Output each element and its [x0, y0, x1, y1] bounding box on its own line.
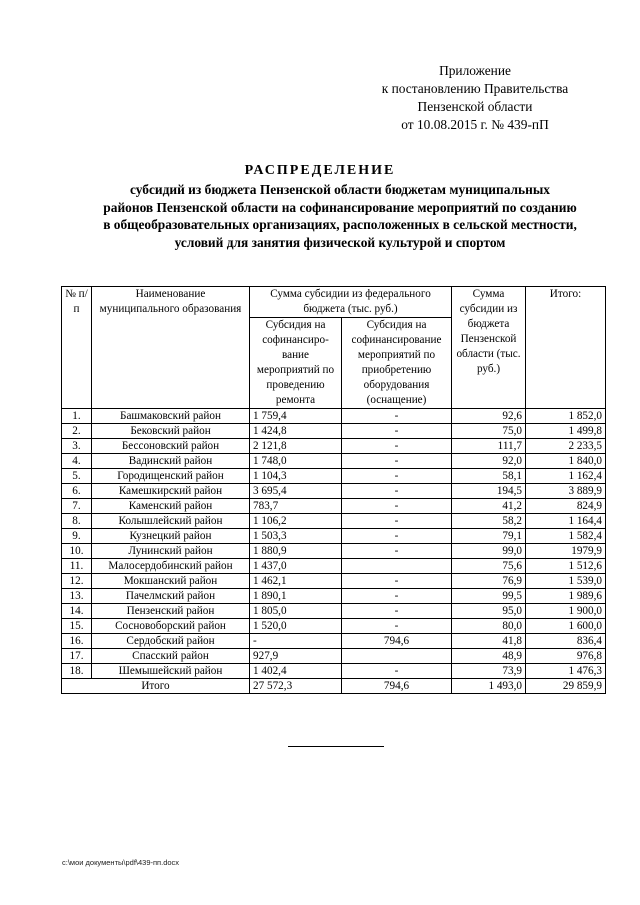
header-num: № п/п: [62, 287, 92, 409]
federal-equipment-amount: -: [342, 574, 452, 589]
federal-equipment-amount: -: [342, 544, 452, 559]
district-name: Сосновоборский район: [92, 619, 250, 634]
federal-repair-amount: 1 759,4: [250, 409, 342, 424]
header-federal-equipment: Субсидия на софинансирование мероприятий по приобретению оборудования (оснащение): [342, 318, 452, 409]
regional-amount: 99,0: [452, 544, 526, 559]
total-federal-repair: 27 572,3: [250, 679, 342, 694]
federal-equipment-amount: -: [342, 424, 452, 439]
table-row: [62, 484, 606, 499]
row-total: 1 600,0: [526, 619, 606, 634]
federal-repair-amount: -: [250, 634, 342, 649]
table-row: [62, 604, 606, 619]
row-number: 12.: [62, 574, 92, 589]
table-row: [62, 424, 606, 439]
regional-amount: 80,0: [452, 619, 526, 634]
district-name: Башмаковский район: [92, 409, 250, 424]
regional-amount: 95,0: [452, 604, 526, 619]
subtitle-line-4: условий для занятия физической культурой и спортом: [174, 234, 506, 250]
federal-equipment-amount: -: [342, 409, 452, 424]
row-number: 11.: [62, 559, 92, 574]
row-total: 1 164,4: [526, 514, 606, 529]
distribution-table: [61, 286, 606, 694]
header-federal-repair: Субсидия на софинансиро-вание мероприятий по проведению ремонта: [250, 318, 342, 409]
row-total: 1 476,3: [526, 664, 606, 679]
district-name: Пензенский район: [92, 604, 250, 619]
row-total: 1979,9: [526, 544, 606, 559]
federal-repair-amount: 1 748,0: [250, 454, 342, 469]
federal-repair-amount: 1 805,0: [250, 604, 342, 619]
row-number: 15.: [62, 619, 92, 634]
regional-amount: 75,6: [452, 559, 526, 574]
regional-amount: 194,5: [452, 484, 526, 499]
appendix-region: Пензенской области: [417, 99, 533, 114]
document-subtitle: [70, 181, 610, 251]
federal-repair-amount: 1 880,9: [250, 544, 342, 559]
row-total: 976,8: [526, 649, 606, 664]
row-total: 836,4: [526, 634, 606, 649]
federal-equipment-amount: -: [342, 454, 452, 469]
subtitle-line-2: районов Пензенской области на софинансирование мероприятий по созданию: [103, 199, 577, 215]
federal-repair-amount: 783,7: [250, 499, 342, 514]
appendix-decree: к постановлению Правительства: [381, 81, 569, 96]
row-total: 824,9: [526, 499, 606, 514]
regional-amount: 48,9: [452, 649, 526, 664]
grand-total: 29 859,9: [526, 679, 606, 694]
row-total: 1 162,4: [526, 469, 606, 484]
table-row: [62, 589, 606, 604]
federal-equipment-amount: -: [342, 514, 452, 529]
table-row: [62, 634, 606, 649]
district-name: Шемышейский район: [92, 664, 250, 679]
appendix-date-number: от 10.08.2015 г. № 439-пП: [401, 117, 549, 132]
row-total: 1 539,0: [526, 574, 606, 589]
district-name: Городищенский район: [92, 469, 250, 484]
federal-repair-amount: 1 503,3: [250, 529, 342, 544]
district-name: Колышлейский район: [92, 514, 250, 529]
federal-equipment-amount: -: [342, 529, 452, 544]
divider-line: [288, 746, 384, 747]
federal-equipment-amount: -: [342, 619, 452, 634]
district-name: Вадинский район: [92, 454, 250, 469]
regional-amount: 79,1: [452, 529, 526, 544]
row-total: 1 499,8: [526, 424, 606, 439]
row-number: 13.: [62, 589, 92, 604]
district-name: Бессоновский район: [92, 439, 250, 454]
row-number: 16.: [62, 634, 92, 649]
subtitle-line-1: субсидий из бюджета Пензенской области бюджетам муниципальных: [129, 182, 551, 197]
row-number: 18.: [62, 664, 92, 679]
table-row: [62, 619, 606, 634]
row-total: 1 900,0: [526, 604, 606, 619]
federal-equipment-amount: -: [342, 484, 452, 499]
regional-amount: 41,8: [452, 634, 526, 649]
table-row: [62, 649, 606, 664]
regional-amount: 41,2: [452, 499, 526, 514]
regional-amount: 76,9: [452, 574, 526, 589]
table-row: [62, 544, 606, 559]
total-row: [62, 679, 606, 694]
federal-repair-amount: 1 462,1: [250, 574, 342, 589]
row-number: 9.: [62, 529, 92, 544]
district-name: Малосердобинский район: [92, 559, 250, 574]
row-total: 3 889,9: [526, 484, 606, 499]
federal-repair-amount: 1 437,0: [250, 559, 342, 574]
regional-amount: 58,2: [452, 514, 526, 529]
row-number: 4.: [62, 454, 92, 469]
federal-repair-amount: 1 424,8: [250, 424, 342, 439]
row-total: 1 852,0: [526, 409, 606, 424]
federal-equipment-amount: -: [342, 589, 452, 604]
district-name: Бековский район: [92, 424, 250, 439]
table-row: [62, 559, 606, 574]
header-regional: Сумма субсидии из бюджета Пензенской области (тыс. руб.): [452, 287, 526, 409]
total-label: Итого: [62, 679, 250, 694]
subtitle-line-3: в общеобразовательных организациях, расположенных в сельской местности,: [103, 217, 577, 232]
table-row: [62, 514, 606, 529]
appendix-title: Приложение: [439, 63, 511, 78]
federal-equipment-amount: -: [342, 439, 452, 454]
row-total: 1 582,4: [526, 529, 606, 544]
federal-repair-amount: 1 104,3: [250, 469, 342, 484]
table-row: [62, 664, 606, 679]
federal-repair-amount: 2 121,8: [250, 439, 342, 454]
row-number: 2.: [62, 424, 92, 439]
header-federal: Сумма субсидии из федерального бюджета (тыс. руб.): [250, 287, 452, 318]
table-body: [62, 409, 606, 694]
regional-amount: 111,7: [452, 439, 526, 454]
header-name: Наименование муниципального образования: [92, 287, 250, 409]
district-name: Лунинский район: [92, 544, 250, 559]
total-regional: 1 493,0: [452, 679, 526, 694]
row-number: 1.: [62, 409, 92, 424]
federal-equipment-amount: 794,6: [342, 634, 452, 649]
federal-equipment-amount: -: [342, 664, 452, 679]
federal-equipment-amount: -: [342, 604, 452, 619]
footer-file-path: c:\мои документы\pdf\439-пп.docx: [62, 858, 180, 867]
row-number: 10.: [62, 544, 92, 559]
federal-equipment-amount: [342, 559, 452, 574]
federal-repair-amount: 3 695,4: [250, 484, 342, 499]
district-name: Сердобский район: [92, 634, 250, 649]
row-total: 1 840,0: [526, 454, 606, 469]
regional-amount: 92,0: [452, 454, 526, 469]
district-name: Камешкирский район: [92, 484, 250, 499]
table-row: [62, 439, 606, 454]
row-number: 3.: [62, 439, 92, 454]
table-row: [62, 454, 606, 469]
row-total: 2 233,5: [526, 439, 606, 454]
district-name: Кузнецкий район: [92, 529, 250, 544]
federal-repair-amount: 1 106,2: [250, 514, 342, 529]
row-total: 1 512,6: [526, 559, 606, 574]
district-name: Пачелмский район: [92, 589, 250, 604]
regional-amount: 99,5: [452, 589, 526, 604]
district-name: Спасский район: [92, 649, 250, 664]
row-total: 1 989,6: [526, 589, 606, 604]
document-title: РАСПРЕДЕЛЕНИЕ: [244, 163, 396, 178]
row-number: 5.: [62, 469, 92, 484]
regional-amount: 92,6: [452, 409, 526, 424]
appendix-block: [345, 62, 605, 134]
table-row: [62, 409, 606, 424]
regional-amount: 58,1: [452, 469, 526, 484]
table-row: [62, 499, 606, 514]
federal-equipment-amount: -: [342, 469, 452, 484]
header-total: Итого:: [526, 287, 606, 409]
row-number: 6.: [62, 484, 92, 499]
district-name: Каменский район: [92, 499, 250, 514]
table-row: [62, 529, 606, 544]
table-row: [62, 469, 606, 484]
row-number: 17.: [62, 649, 92, 664]
federal-repair-amount: 1 520,0: [250, 619, 342, 634]
row-number: 8.: [62, 514, 92, 529]
row-number: 14.: [62, 604, 92, 619]
federal-equipment-amount: -: [342, 499, 452, 514]
table-row: [62, 574, 606, 589]
federal-repair-amount: 1 402,4: [250, 664, 342, 679]
federal-repair-amount: 927,9: [250, 649, 342, 664]
row-number: 7.: [62, 499, 92, 514]
federal-repair-amount: 1 890,1: [250, 589, 342, 604]
total-federal-equipment: 794,6: [342, 679, 452, 694]
regional-amount: 73,9: [452, 664, 526, 679]
federal-equipment-amount: [342, 649, 452, 664]
district-name: Мокшанский район: [92, 574, 250, 589]
regional-amount: 75,0: [452, 424, 526, 439]
